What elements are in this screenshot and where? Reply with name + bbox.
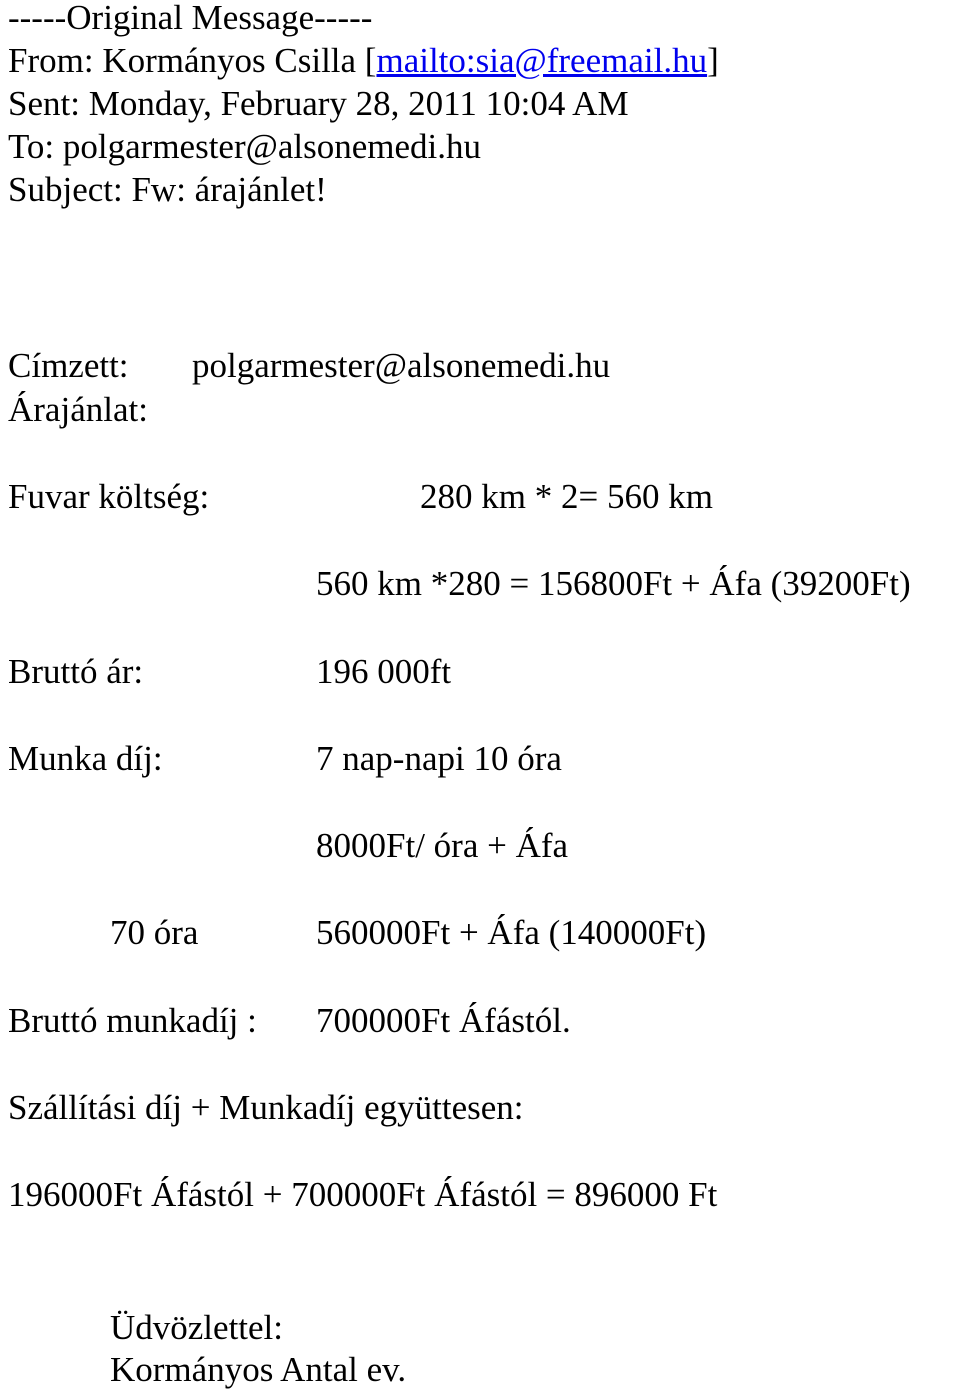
from-email-link[interactable]: mailto:sia@freemail.hu [376, 41, 708, 80]
gross-price-label: Bruttó ár: [8, 652, 144, 691]
total-label: Szállítási díj + Munkadíj együttesen: [8, 1088, 524, 1127]
gross-price-value: 196 000ft [316, 652, 452, 691]
from-line [8, 39, 719, 83]
quote-label: Árajánlat: [8, 390, 148, 429]
total-calc: 196000Ft Áfástól + 700000Ft Áfástól = 896000 Ft [8, 1175, 718, 1214]
labor-label: Munka díj: [8, 739, 163, 778]
signature-greeting: Üdvözlettel: [110, 1308, 284, 1347]
labor-rate: 8000Ft/ óra + Áfa [316, 826, 569, 865]
addressee-label: Címzett: [8, 346, 129, 385]
transport-calc: 560 km *280 = 156800Ft + Áfa (39200Ft) [316, 564, 911, 603]
to-line: To: polgarmester@alsonemedi.hu [8, 127, 481, 166]
sent-line: Sent: Monday, February 28, 2011 10:04 AM [8, 84, 629, 123]
from-label: From: Kormányos Csilla [ [8, 41, 377, 80]
gross-labor-label: Bruttó munkadíj : [8, 1001, 257, 1040]
transport-distance: 280 km * 2= 560 km [420, 477, 713, 516]
labor-hours-calc: 560000Ft + Áfa (140000Ft) [316, 913, 707, 952]
transport-label: Fuvar költség: [8, 477, 210, 516]
original-message-line: -----Original Message----- [8, 0, 373, 37]
labor-schedule: 7 nap-napi 10 óra [316, 739, 562, 778]
signature-name: Kormányos Antal ev. [110, 1350, 407, 1389]
addressee-value: polgarmester@alsonemedi.hu [192, 346, 611, 385]
labor-hours-label: 70 óra [110, 913, 199, 952]
from-suffix: ] [707, 41, 719, 80]
gross-labor-value: 700000Ft Áfástól. [316, 1001, 571, 1040]
subject-line: Subject: Fw: árajánlet! [8, 170, 327, 209]
